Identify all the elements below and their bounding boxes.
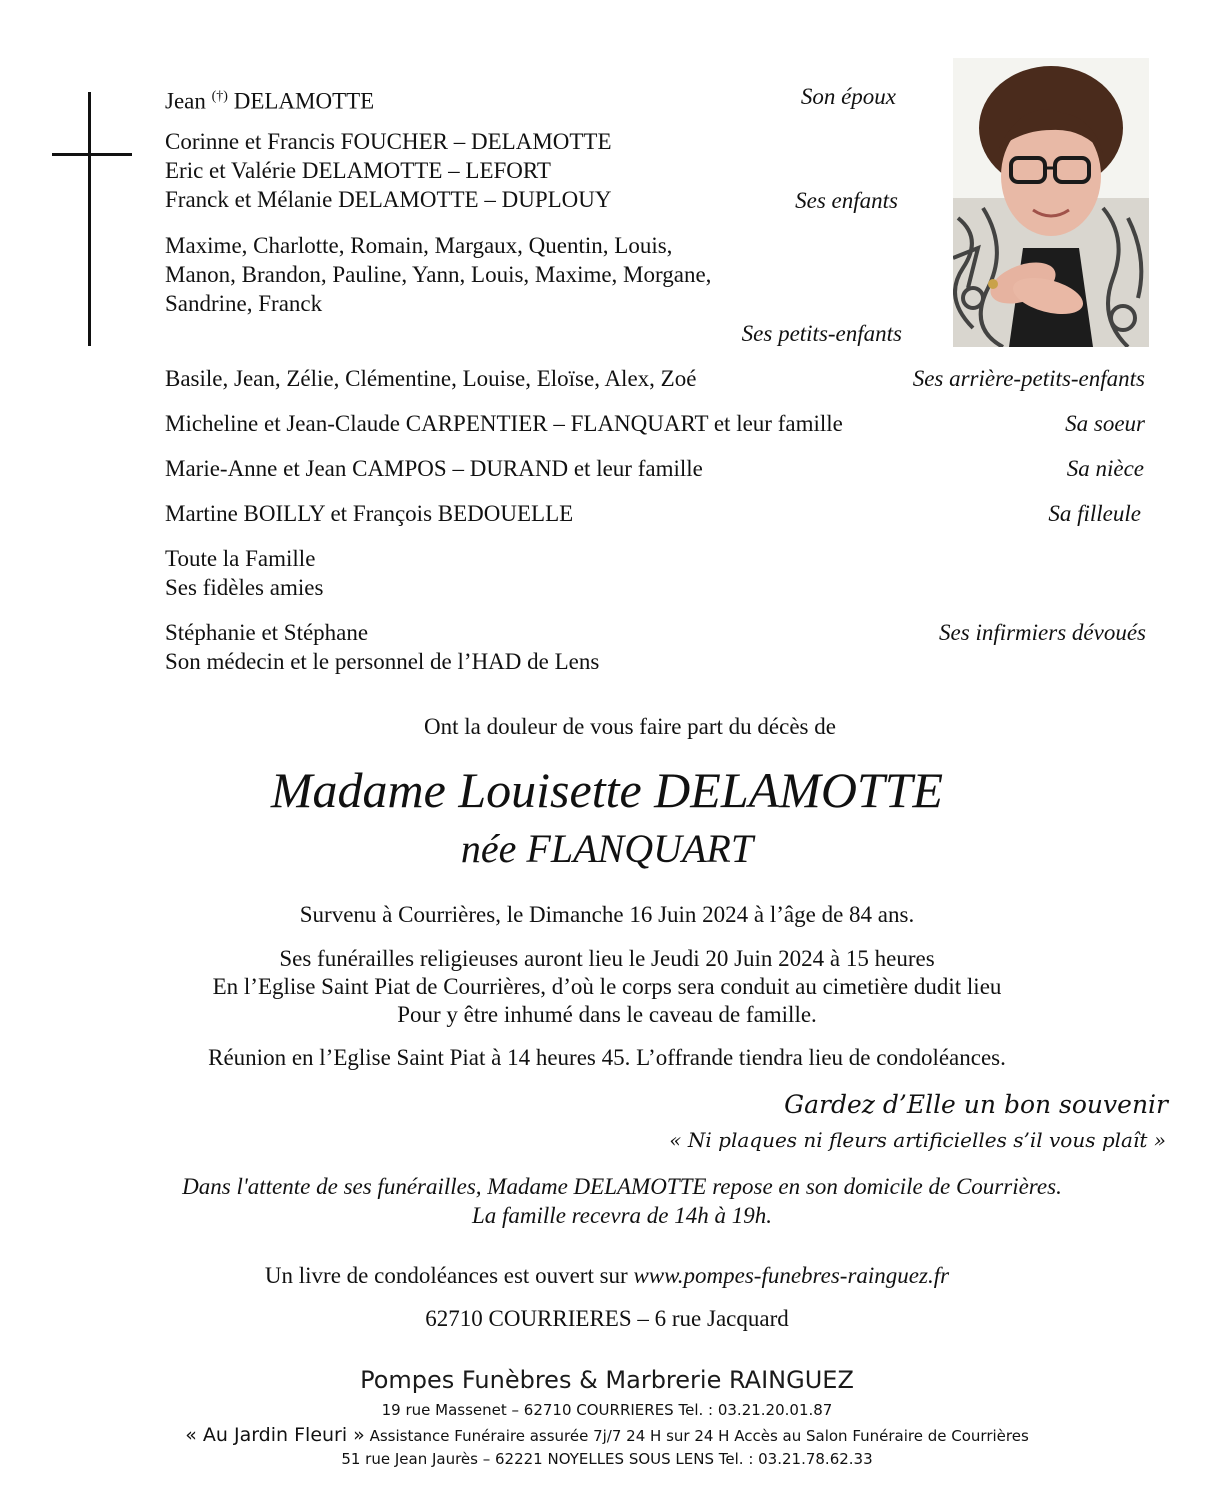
funeral-line: Pour y être inhumé dans le caveau de famille. xyxy=(397,1002,817,1027)
company-name: Pompes Funèbres & Marbrerie RAINGUEZ xyxy=(360,1366,854,1394)
footer-address-1: 19 rue Massenet – 62710 COURRIERES Tel. : 03.21.20.01.87 xyxy=(381,1401,833,1419)
husband-name: Jean (†) DELAMOTTE xyxy=(165,88,375,114)
child-line: Franck et Mélanie DELAMOTTE – DUPLOUY xyxy=(165,187,612,212)
sister-line: Micheline et Jean-Claude CARPENTIER – FLANQUART et leur famille xyxy=(165,411,843,436)
footer-address-2: 51 rue Jean Jaurès – 62221 NOYELLES SOUS LENS Tel. : 03.21.78.62.33 xyxy=(341,1450,873,1468)
child-line: Eric et Valérie DELAMOTTE – LEFORT xyxy=(165,158,551,183)
grandchildren-line: Manon, Brandon, Pauline, Yann, Louis, Maxime, Morgane, xyxy=(165,262,712,287)
friends-line: Ses fidèles amies xyxy=(165,575,324,600)
maiden-name: née FLANQUART xyxy=(460,826,754,871)
nurses-line: Stéphanie et Stéphane xyxy=(165,620,369,645)
condolences-line: Un livre de condoléances est ouvert sur www.pompes-funebres-rainguez.fr xyxy=(264,1263,950,1288)
goddaughter-relation: Sa filleule xyxy=(1048,501,1141,526)
niece-relation: Sa nièce xyxy=(1066,456,1144,481)
doctor-line: Son médecin et le personnel de l’HAD de Lens xyxy=(165,649,600,674)
condolences-link[interactable]: www.pompes-funebres-rainguez.fr xyxy=(633,1263,950,1288)
funeral-line: Ses funérailles religieuses auront lieu le Jeudi 20 Juin 2024 à 15 heures xyxy=(279,946,935,971)
death-notice: Survenu à Courrières, le Dimanche 16 Juin 2024 à l’âge de 84 ans. xyxy=(299,902,915,927)
rest-line: Dans l'attente de ses funérailles, Madame DELAMOTTE repose en son domicile de Courrières. xyxy=(182,1174,1062,1199)
nurses-relation: Ses infirmiers dévoués xyxy=(939,620,1146,645)
grandchildren-line: Sandrine, Franck xyxy=(165,291,323,316)
jardin-fleuri: « Au Jardin Fleuri » xyxy=(185,1424,365,1446)
great-grandchildren-relation: Ses arrière-petits-enfants xyxy=(912,366,1145,391)
grandchildren-line: Maxime, Charlotte, Romain, Margaux, Quentin, Louis, xyxy=(165,233,673,258)
reception-line: La famille recevra de 14h à 19h. xyxy=(471,1203,772,1228)
deceased-name: Madame Louisette DELAMOTTE xyxy=(270,762,944,818)
goddaughter-line: Martine BOILLY et François BEDOUELLE xyxy=(165,501,574,526)
portrait-photo xyxy=(953,58,1149,347)
footer-assistance: « Au Jardin Fleuri » Assistance Funéraire assurée 7j/7 24 H sur 24 H Accès au Salon Funéraire de Courrières xyxy=(185,1424,1029,1446)
husband-relation: Son époux xyxy=(800,84,896,109)
child-line: Corinne et Francis FOUCHER – DELAMOTTE xyxy=(165,129,612,154)
great-grandchildren-line: Basile, Jean, Zélie, Clémentine, Louise, Eloïse, Alex, Zoé xyxy=(165,366,697,391)
funeral-line: En l’Eglise Saint Piat de Courrières, d’où le corps sera conduit au cimetière dudit lieu xyxy=(212,974,1002,999)
address-line: 62710 COURRIERES – 6 rue Jacquard xyxy=(425,1306,789,1331)
children-relation: Ses enfants xyxy=(795,188,898,213)
no-flowers-line: « Ni plaques ni fleurs artificielles s’il vous plaît » xyxy=(669,1128,1166,1152)
announcement-intro: Ont la douleur de vous faire part du décès de xyxy=(424,714,836,739)
family-line: Toute la Famille xyxy=(165,546,316,571)
remember-line: Gardez d’Elle un bon souvenir xyxy=(784,1090,1168,1119)
sister-relation: Sa soeur xyxy=(1065,411,1145,436)
meeting-line: Réunion en l’Eglise Saint Piat à 14 heures 45. L’offrande tiendra lieu de condoléances. xyxy=(208,1045,1006,1070)
grandchildren-relation: Ses petits-enfants xyxy=(741,321,902,346)
niece-line: Marie-Anne et Jean CAMPOS – DURAND et leur famille xyxy=(165,456,703,481)
